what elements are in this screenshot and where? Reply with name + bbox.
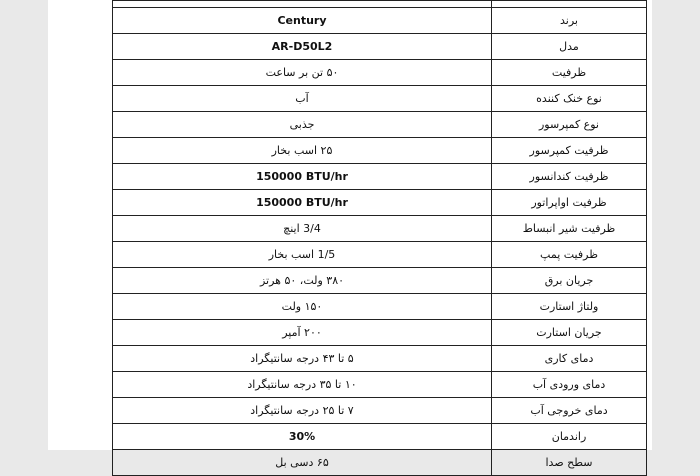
spec-value: 3/4 اینچ: [113, 216, 492, 242]
table-row: [113, 190, 647, 216]
table-row: [113, 294, 647, 320]
table-row: [113, 8, 647, 34]
spec-value: 150000 BTU/hr: [113, 190, 492, 216]
spec-value: جذبی: [113, 112, 492, 138]
specifications-table: [112, 0, 647, 476]
spec-value: ۱۰ تا ۳۵ درجه سانتیگراد: [113, 372, 492, 398]
table-row: [113, 34, 647, 60]
table-row: [113, 398, 647, 424]
spec-label: ظرفیت: [492, 60, 647, 86]
spec-value: 30%: [113, 424, 492, 450]
spec-label: جریان برق: [492, 268, 647, 294]
spec-label: ظرفیت کندانسور: [492, 164, 647, 190]
spec-label: نوع کمپرسور: [492, 112, 647, 138]
spec-label: ولتاژ استارت: [492, 294, 647, 320]
table-row: [113, 320, 647, 346]
spec-value: 150000 BTU/hr: [113, 164, 492, 190]
spec-label: راندمان: [492, 424, 647, 450]
spec-value: ۶۵ دسی بل: [113, 450, 492, 476]
spec-label: ظرفیت اواپراتور: [492, 190, 647, 216]
spec-value: 1/5 اسب بخار: [113, 242, 492, 268]
spec-value: ۷ تا ۲۵ درجه سانتیگراد: [113, 398, 492, 424]
table-row: [113, 346, 647, 372]
spec-value: ۵ تا ۴۳ درجه سانتیگراد: [113, 346, 492, 372]
table-row: [113, 86, 647, 112]
table-row: [113, 268, 647, 294]
table-row: [113, 112, 647, 138]
table-row: [113, 242, 647, 268]
spec-label: ظرفیت پمپ: [492, 242, 647, 268]
spec-value: ۵۰ تن بر ساعت: [113, 60, 492, 86]
spec-label: دمای خروجی آب: [492, 398, 647, 424]
table-row: [113, 60, 647, 86]
table-row: [113, 372, 647, 398]
spec-value: آب: [113, 86, 492, 112]
spec-label: نوع خنک کننده: [492, 86, 647, 112]
table-row: [113, 424, 647, 450]
spec-value: ۲۵ اسب بخار: [113, 138, 492, 164]
spec-value: AR-D50L2: [113, 34, 492, 60]
spec-value: ۳۸۰ ولت، ۵۰ هرتز: [113, 268, 492, 294]
table-top-edge: [113, 1, 647, 8]
spec-label: دمای کاری: [492, 346, 647, 372]
spec-label: ظرفیت شیر انبساط: [492, 216, 647, 242]
spec-label: دمای ورودی آب: [492, 372, 647, 398]
table-row: [113, 138, 647, 164]
spec-label: برند: [492, 8, 647, 34]
table-row: [113, 216, 647, 242]
spec-value: ۱۵۰ ولت: [113, 294, 492, 320]
document-page: [48, 0, 652, 469]
spec-value: Century: [113, 8, 492, 34]
spec-label: ظرفیت کمپرسور: [492, 138, 647, 164]
table-row: [113, 164, 647, 190]
spec-label: سطح صدا: [492, 450, 647, 476]
spec-value: ۲۰۰ آمپر: [113, 320, 492, 346]
spec-label: جریان استارت: [492, 320, 647, 346]
spec-label: مدل: [492, 34, 647, 60]
table-row: [113, 450, 647, 476]
